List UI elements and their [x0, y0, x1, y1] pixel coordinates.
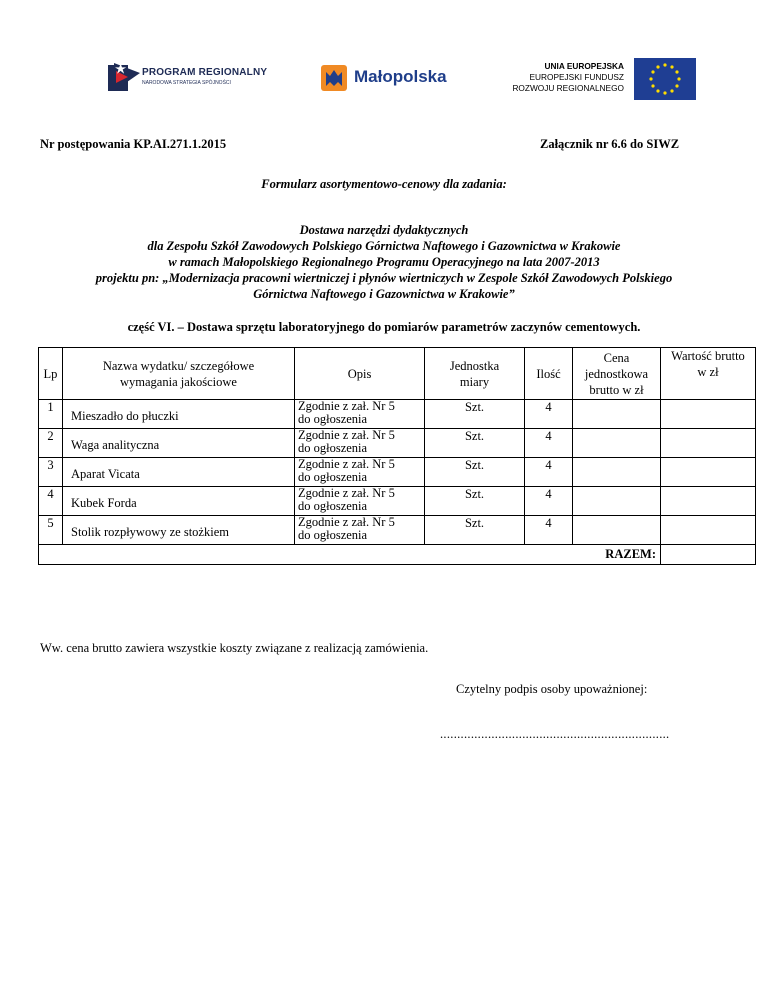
row-unit: Szt.	[425, 516, 525, 545]
row-name: Mieszadło do płuczki	[63, 400, 295, 429]
table-row	[39, 458, 756, 487]
header-total-line2: w zł	[697, 365, 719, 379]
eu-line2: EUROPEJSKI FUNDUSZ	[529, 72, 624, 82]
row-desc-line1: Zgodnie z zał. Nr 5	[298, 428, 395, 442]
row-desc-line1: Zgodnie z zał. Nr 5	[298, 486, 395, 500]
header-price	[573, 348, 661, 400]
malopolska-name: Małopolska	[354, 67, 447, 86]
row-desc-line1: Zgodnie z zał. Nr 5	[298, 399, 395, 413]
table-row	[39, 400, 756, 429]
signature-line[interactable]: ...................................................................	[440, 727, 670, 741]
row-desc-line1: Zgodnie z zał. Nr 5	[298, 457, 395, 471]
desc-line-1: Dostawa narzędzi dydaktycznych	[299, 223, 469, 237]
row-desc	[295, 487, 425, 516]
row-desc	[295, 516, 425, 545]
sum-value[interactable]	[661, 545, 756, 565]
row-total[interactable]	[661, 458, 756, 487]
row-unit: Szt.	[425, 487, 525, 516]
header-lp: Lp	[39, 348, 63, 400]
row-price[interactable]	[573, 458, 661, 487]
row-desc-line2: do ogłoszenia	[298, 528, 368, 542]
header-price-line3: brutto w zł	[589, 382, 644, 397]
header-total-line1: Wartość brutto	[671, 349, 745, 363]
row-lp: 4	[39, 487, 63, 516]
header-name-line1: Nazwa wydatku/ szczegółowe	[102, 358, 255, 373]
row-qty: 4	[525, 516, 573, 545]
header-name	[63, 348, 295, 400]
row-total[interactable]	[661, 429, 756, 458]
header-unit-line1: Jednostka	[449, 358, 500, 373]
row-total[interactable]	[661, 516, 756, 545]
eu-line1: UNIA EUROPEJSKA	[544, 61, 624, 71]
desc-line-5: Górnictwa Naftowego i Gazownictwa w Krakowie”	[253, 287, 515, 301]
header-desc: Opis	[295, 348, 425, 400]
price-table	[38, 347, 756, 565]
price-note: Ww. cena brutto zawiera wszystkie koszty związane z realizacją zamówienia.	[40, 641, 429, 655]
row-total[interactable]	[661, 400, 756, 429]
row-price[interactable]	[573, 400, 661, 429]
row-desc-line1: Zgodnie z zał. Nr 5	[298, 515, 395, 529]
row-qty: 4	[525, 400, 573, 429]
row-desc	[295, 400, 425, 429]
eu-logo	[510, 58, 696, 100]
row-price[interactable]	[573, 429, 661, 458]
program-regionalny-emblem	[108, 59, 140, 95]
row-unit: Szt.	[425, 400, 525, 429]
form-title: Formularz asortymentowo-cenowy dla zadania:	[261, 177, 507, 191]
eu-line3: ROZWOJU REGIONALNEGO	[512, 83, 624, 93]
row-desc	[295, 458, 425, 487]
header-name-line2: wymagania jakościowe	[120, 374, 237, 389]
program-title: PROGRAM REGIONALNY	[142, 67, 268, 78]
row-desc	[295, 429, 425, 458]
row-desc-line2: do ogłoszenia	[298, 470, 368, 484]
signature-label: Czytelny podpis osoby upoważnionej:	[456, 682, 648, 696]
row-lp: 5	[39, 516, 63, 545]
row-desc-line2: do ogłoszenia	[298, 499, 368, 513]
program-subtitle: NARODOWA STRATEGIA SPÓJNOŚCI	[142, 80, 231, 86]
row-desc-line2: do ogłoszenia	[298, 412, 368, 426]
row-name: Waga analityczna	[63, 429, 295, 458]
header-unit	[425, 348, 525, 400]
desc-line-3: w ramach Małopolskiego Regionalnego Programu Operacyjnego na lata 2007-2013	[168, 255, 600, 269]
header-qty: Ilość	[525, 348, 573, 400]
part-title: część VI. – Dostawa sprzętu laboratoryjnego do pomiarów parametrów zaczynów cementowych.	[127, 320, 641, 334]
header-price-line1: Cena	[603, 350, 630, 365]
program-regionalny-logo	[108, 58, 278, 98]
row-price[interactable]	[573, 487, 661, 516]
row-qty: 4	[525, 458, 573, 487]
row-name: Aparat Vicata	[63, 458, 295, 487]
row-lp: 3	[39, 458, 63, 487]
header-price-line2: jednostkowa	[584, 366, 649, 381]
table-row	[39, 487, 756, 516]
row-unit: Szt.	[425, 429, 525, 458]
desc-line-4: projektu pn: „Modernizacja pracowni wiertniczej i płynów wiertniczych w Zespole Szkół Zawodowych Polskiego	[95, 271, 673, 285]
sum-row	[39, 545, 756, 565]
row-price[interactable]	[573, 516, 661, 545]
task-description	[20, 222, 748, 302]
row-unit: Szt.	[425, 458, 525, 487]
header-unit-line2: miary	[459, 374, 490, 389]
malopolska-logo	[320, 62, 460, 94]
row-total[interactable]	[661, 487, 756, 516]
eu-flag-icon	[634, 58, 696, 100]
case-number: Nr postępowania KP.AI.271.1.2015	[40, 137, 227, 151]
row-name: Stolik rozpływowy ze stożkiem	[63, 516, 295, 545]
table-header-row	[39, 348, 756, 400]
row-lp: 2	[39, 429, 63, 458]
attachment-label: Załącznik nr 6.6 do SIWZ	[540, 137, 680, 151]
row-qty: 4	[525, 429, 573, 458]
row-desc-line2: do ogłoszenia	[298, 441, 368, 455]
desc-line-2: dla Zespołu Szkół Zawodowych Polskiego Górnictwa Naftowego i Gazownictwa w Krakowie	[147, 239, 621, 253]
table-row	[39, 516, 756, 545]
malopolska-emblem	[320, 64, 348, 92]
eu-text	[512, 61, 624, 94]
row-lp: 1	[39, 400, 63, 429]
row-name: Kubek Forda	[63, 487, 295, 516]
table-row	[39, 429, 756, 458]
header-total	[661, 348, 756, 400]
sum-label: RAZEM:	[39, 545, 661, 565]
row-qty: 4	[525, 487, 573, 516]
